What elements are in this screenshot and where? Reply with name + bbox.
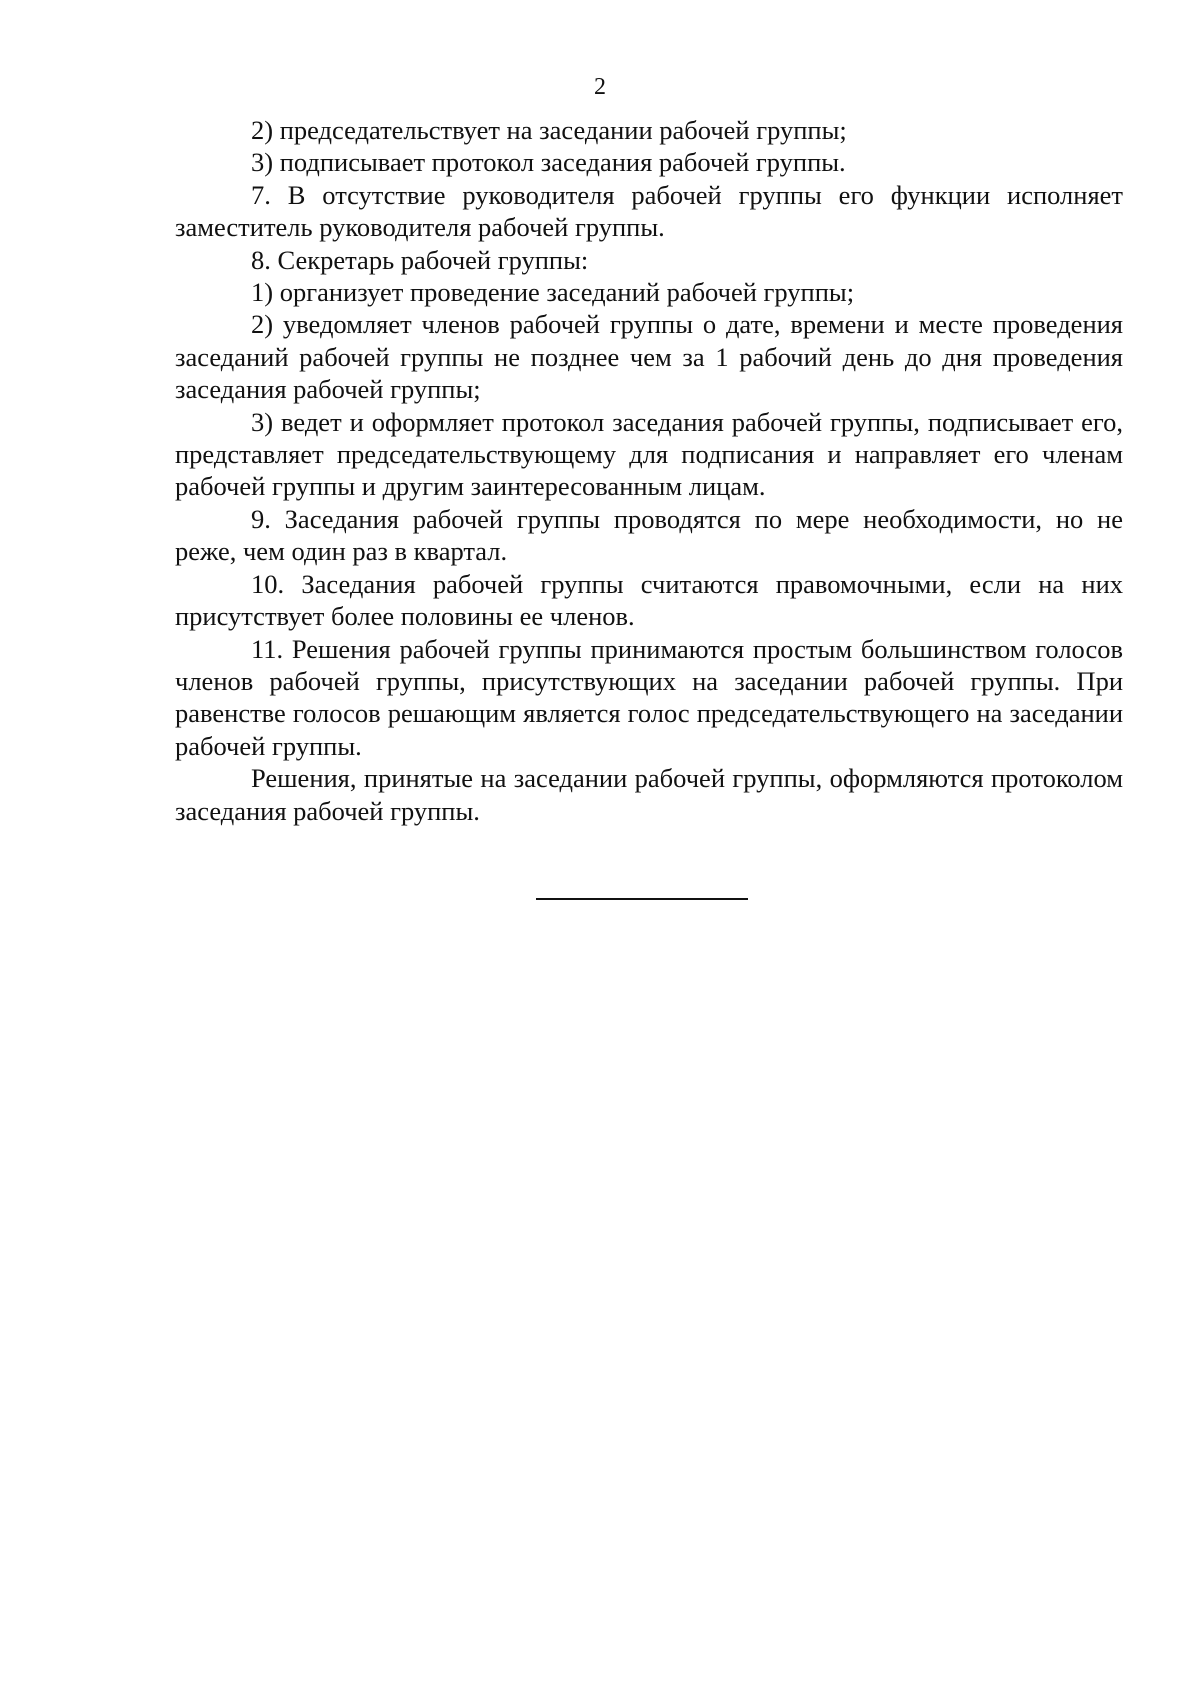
paragraph-9-meetings: 9. Заседания рабочей группы проводятся по мере необходимости, но не реже, чем один раз в квартал. <box>175 503 1123 567</box>
paragraph-secretary-notifies: 2) уведомляет членов рабочей группы о дате, времени и месте проведения заседаний рабочей группы не позднее чем за 1 рабочий день до дня проведения заседания рабочей группы; <box>175 309 1123 405</box>
paragraph-8-secretary: 8. Секретарь рабочей группы: <box>251 244 589 275</box>
paragraph-secretary-protocol: 3) ведет и оформляет протокол заседания рабочей группы, подписывает его, представляет председательствующему для подписания и направляет его членам рабочей группы и другим заинтересованным лицам. <box>175 406 1123 502</box>
page-number: 2 <box>594 74 606 100</box>
paragraph-chair-presides: 2) председательствует на заседании рабочей группы; <box>251 115 847 145</box>
paragraph-decisions-protocol: Решения, принятые на заседании рабочей группы, оформляются протоколом заседания рабочей группы. <box>175 763 1123 826</box>
paragraph-11-decisions: 11. Решения рабочей группы принимаются простым большинством голосов членов рабочей группы, присутствующих на заседании рабочей группы. При равенстве голосов решающим является голос председательствующего на заседании рабочей группы. <box>175 633 1123 761</box>
end-of-document-rule <box>536 898 748 900</box>
paragraph-secretary-organizes: 1) организует проведение заседаний рабочей группы; <box>251 277 855 308</box>
paragraph-10-quorum: 10. Заседания рабочей группы считаются правомочными, если на них присутствует более половины ее членов. <box>175 568 1123 632</box>
document-body <box>175 114 1123 827</box>
paragraph-chair-signs-protocol: 3) подписывает протокол заседания рабочей группы. <box>251 147 846 178</box>
paragraph-7-deputy: 7. В отсутствие руководителя рабочей группы его функции исполняет заместитель руководителя рабочей группы. <box>175 179 1123 243</box>
